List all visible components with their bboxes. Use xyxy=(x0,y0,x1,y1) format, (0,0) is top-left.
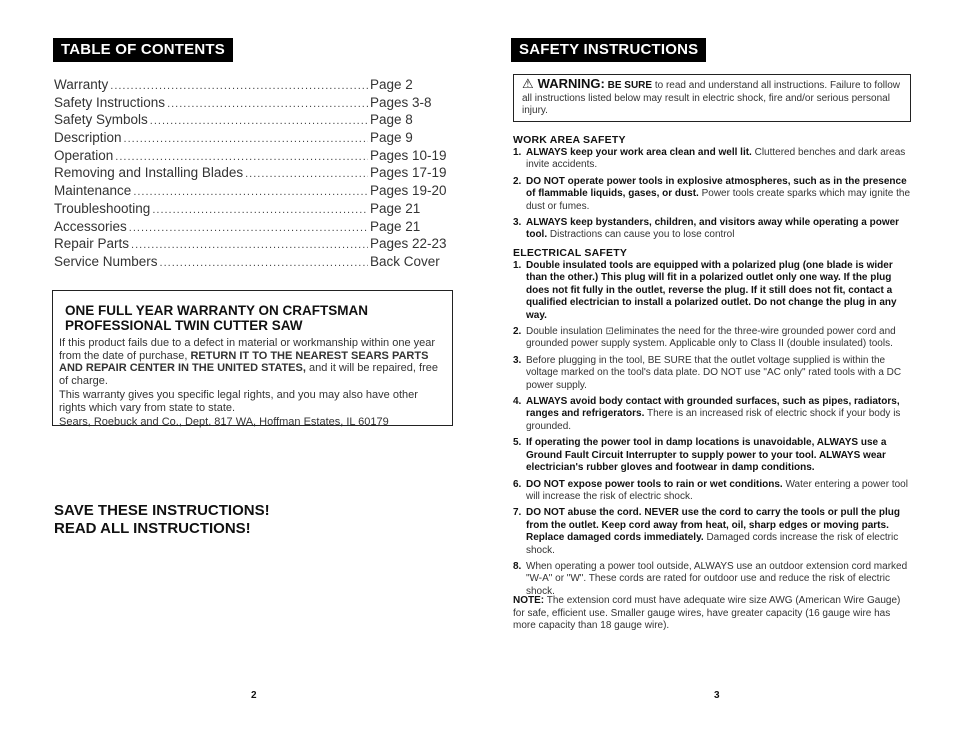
electrical-heading: ELECTRICAL SAFETY xyxy=(513,247,628,259)
toc-row xyxy=(54,112,454,130)
warning-box xyxy=(513,74,911,122)
toc-leader-dots xyxy=(110,80,368,92)
warranty-text xyxy=(59,337,446,429)
toc-page: Page 21 xyxy=(370,218,421,234)
note-label: NOTE: xyxy=(513,595,545,606)
item-body xyxy=(526,437,913,474)
item-text: Distractions can cause you to lose control xyxy=(547,229,735,241)
item-bold-text: ALWAYS avoid body contact with grounded surfaces, such as pipes, radiators, ranges and refrigerators. xyxy=(526,396,900,420)
item-bold-text: DO NOT operate power tools in explosive atmospheres, such as in the presence of flammable liquids, gases, or dust. xyxy=(526,175,907,200)
item-number: 6. xyxy=(513,478,522,490)
item-text: Power tools create sparks which may ignite the dust or fumes. xyxy=(526,188,911,212)
item-body xyxy=(526,355,913,392)
toc-row xyxy=(54,254,454,272)
save-line-2: READ ALL INSTRUCTIONS! xyxy=(54,520,251,537)
toc-leader-dots xyxy=(129,222,368,234)
warranty-title: ONE FULL YEAR WARRANTY ON CRAFTSMAN PROFESSIONAL TWIN CUTTER SAW xyxy=(65,303,369,333)
item-body xyxy=(526,507,913,557)
toc-page: Page 21 xyxy=(370,200,421,216)
toc-title: Service Numbers xyxy=(54,253,158,269)
list-item xyxy=(513,479,913,504)
toc-page: Page 9 xyxy=(370,130,413,146)
warranty-paragraph-2: This warranty gives you specific legal rights, and you may also have other rights which vary from state to state. xyxy=(59,389,418,414)
toc-page: Pages 10-19 xyxy=(370,147,447,163)
toc-title: Maintenance xyxy=(54,183,132,199)
toc-page: Back Cover xyxy=(370,253,440,269)
toc-leader-dots xyxy=(133,186,368,198)
toc-title: Safety Symbols xyxy=(54,112,148,128)
toc-title: Warranty xyxy=(54,77,109,92)
warning-be-sure: BE SURE xyxy=(607,80,653,91)
toc-title: Operation xyxy=(54,147,114,163)
item-number: 3. xyxy=(513,217,522,229)
item-text: When operating a power tool outside, ALWAYS use an outdoor extension cord marked "W-A" or "W". These cords are rated for outdoor use and reduce the risk of electric shock. xyxy=(526,560,908,597)
item-text: Damaged cords increase the risk of electric shock. xyxy=(526,532,899,556)
item-bold-text: Double insulated tools are equipped with a polarized plug (one blade is wider than the other.) This plug will fit in a polarized outlet only one way. If the plug does not fit fully in the outlet, reverse the plug. If it still does not fit, contact a qualified electrician to install a polarized outlet. Do not change the plug in any way. xyxy=(526,260,897,321)
item-text: There is an increased risk of electric shock if your body is grounded. xyxy=(526,408,901,432)
item-body xyxy=(526,147,913,172)
list-item xyxy=(513,561,913,598)
toc-row xyxy=(54,165,454,183)
item-number: 2. xyxy=(513,175,522,187)
list-item xyxy=(513,260,913,322)
item-body xyxy=(526,326,913,351)
toc-row xyxy=(54,77,454,95)
toc-title: Removing and Installing Blades xyxy=(54,165,244,181)
toc-page: Pages 3-8 xyxy=(370,94,432,110)
toc-row xyxy=(54,236,454,254)
list-item xyxy=(513,217,913,242)
item-number: 8. xyxy=(513,560,522,572)
list-item xyxy=(513,396,913,433)
toc-page: Pages 22-23 xyxy=(370,236,447,252)
item-text: Cluttered benches and dark areas invite accidents. xyxy=(526,147,906,171)
list-item xyxy=(513,355,913,392)
warranty-address: Sears, Roebuck and Co., Dept. 817 WA, Hoffman Estates, IL 60179 xyxy=(59,416,389,428)
save-instructions xyxy=(54,502,270,538)
item-number: 1. xyxy=(513,260,522,271)
page-number-right: 3 xyxy=(714,690,720,701)
toc-leader-dots xyxy=(245,168,368,180)
list-item xyxy=(513,437,913,474)
extension-cord-note xyxy=(513,595,913,633)
page-number-left: 2 xyxy=(251,690,257,701)
save-line-1: SAVE THESE INSTRUCTIONS! xyxy=(54,502,270,519)
item-bold-text: DO NOT abuse the cord. NEVER use the cord to carry the tools or pull the plug from the outlet. Keep cord away from heat, oil, sharp edges or moving parts. Replace damaged cords immediately. xyxy=(526,507,900,544)
item-number: 2. xyxy=(513,326,522,338)
toc-page: Pages 17-19 xyxy=(370,165,447,181)
note-text: The extension cord must have adequate wire size AWG (American Wire Gauge) for safe, efficient use. Smaller gauge wires, have greater capacity (16 gauge wire has more capacity than 18 gauge wire). xyxy=(513,595,901,631)
toc-row xyxy=(54,183,454,201)
toc-row xyxy=(54,219,454,237)
electrical-list xyxy=(513,260,913,602)
item-body xyxy=(526,561,913,598)
item-bold-text: ALWAYS keep your work area clean and well lit. xyxy=(526,147,752,158)
toc-row xyxy=(54,148,454,166)
warranty-p1-text: If this product fails due to a defect in material or workmanship within one year from the date of purchase, xyxy=(59,337,436,362)
toc-leader-dots xyxy=(152,204,368,216)
item-number: 7. xyxy=(513,507,522,519)
toc-page: Page 8 xyxy=(370,112,413,128)
list-item xyxy=(513,326,913,351)
toc-leader-dots xyxy=(150,115,368,127)
toc-leader-dots xyxy=(124,133,368,145)
item-body xyxy=(526,260,913,322)
item-number: 1. xyxy=(513,147,522,158)
toc-row xyxy=(54,201,454,219)
warranty-p1-end: and it will be repaired, free of charge. xyxy=(59,362,438,387)
warning-label: WARNING: xyxy=(537,76,605,91)
list-item xyxy=(513,147,913,172)
work-area-list xyxy=(513,147,913,246)
warranty-box xyxy=(52,290,453,426)
item-body xyxy=(526,176,913,213)
item-bold-text: If operating the power tool in damp locations is unavoidable, ALWAYS use a Ground Fault Circuit Interrupter to supply power to your tool. ALWAYS wear electrician's rubber gloves and footwear in damp conditions. xyxy=(526,437,887,474)
toc-leader-dots xyxy=(167,98,368,110)
toc-title: Description xyxy=(54,130,122,146)
item-number: 5. xyxy=(513,437,522,449)
warranty-paragraph-1 xyxy=(59,337,446,387)
list-item xyxy=(513,507,913,557)
toc-row xyxy=(54,95,454,113)
item-number: 3. xyxy=(513,354,522,366)
toc-page: Page 2 xyxy=(370,77,413,92)
item-body xyxy=(526,396,913,433)
item-text: Water entering a power tool will increase the risk of electric shock. xyxy=(526,478,908,502)
item-bold-text: ALWAYS keep bystanders, children, and visitors away while operating a power tool. xyxy=(526,217,900,241)
warning-triangle-icon: ⚠ xyxy=(522,76,534,91)
item-text: Before plugging in the tool, BE SURE that the outlet voltage supplied is within the voltage marked on the tool's data plate. DO NOT use "AC only" rated tools with a DC power supply. xyxy=(526,354,902,391)
toc-leader-dots xyxy=(115,151,368,163)
toc-page: Pages 19-20 xyxy=(370,183,447,199)
warranty-p1-bold: RETURN IT TO THE NEAREST SEARS PARTS AND REPAIR CENTER IN THE UNITED STATES, xyxy=(59,349,429,374)
item-body xyxy=(526,479,913,504)
toc-header: TABLE OF CONTENTS xyxy=(53,38,233,62)
item-body xyxy=(526,217,913,242)
work-area-heading: WORK AREA SAFETY xyxy=(513,134,626,146)
item-bold-text: DO NOT expose power tools to rain or wet conditions. xyxy=(526,478,783,490)
toc-title: Repair Parts xyxy=(54,236,130,252)
toc-title: Accessories xyxy=(54,218,127,234)
table-of-contents xyxy=(54,77,454,272)
item-text: Double insulation ⊡eliminates the need for the three-wire grounded power cord and grounded power supply system. Applicable only to Class II (double insulated) tools. xyxy=(526,326,896,350)
toc-leader-dots xyxy=(131,239,368,251)
toc-row xyxy=(54,130,454,148)
warning-text: to read and understand all instructions. Failure to follow all instructions listed below may result in electric shock, fire and/or serious personal injury. xyxy=(522,80,900,116)
safety-header: SAFETY INSTRUCTIONS xyxy=(511,38,706,62)
item-number: 4. xyxy=(513,396,522,408)
toc-leader-dots xyxy=(160,257,368,269)
toc-title: Safety Instructions xyxy=(54,94,166,110)
list-item xyxy=(513,176,913,213)
toc-title: Troubleshooting xyxy=(54,200,151,216)
